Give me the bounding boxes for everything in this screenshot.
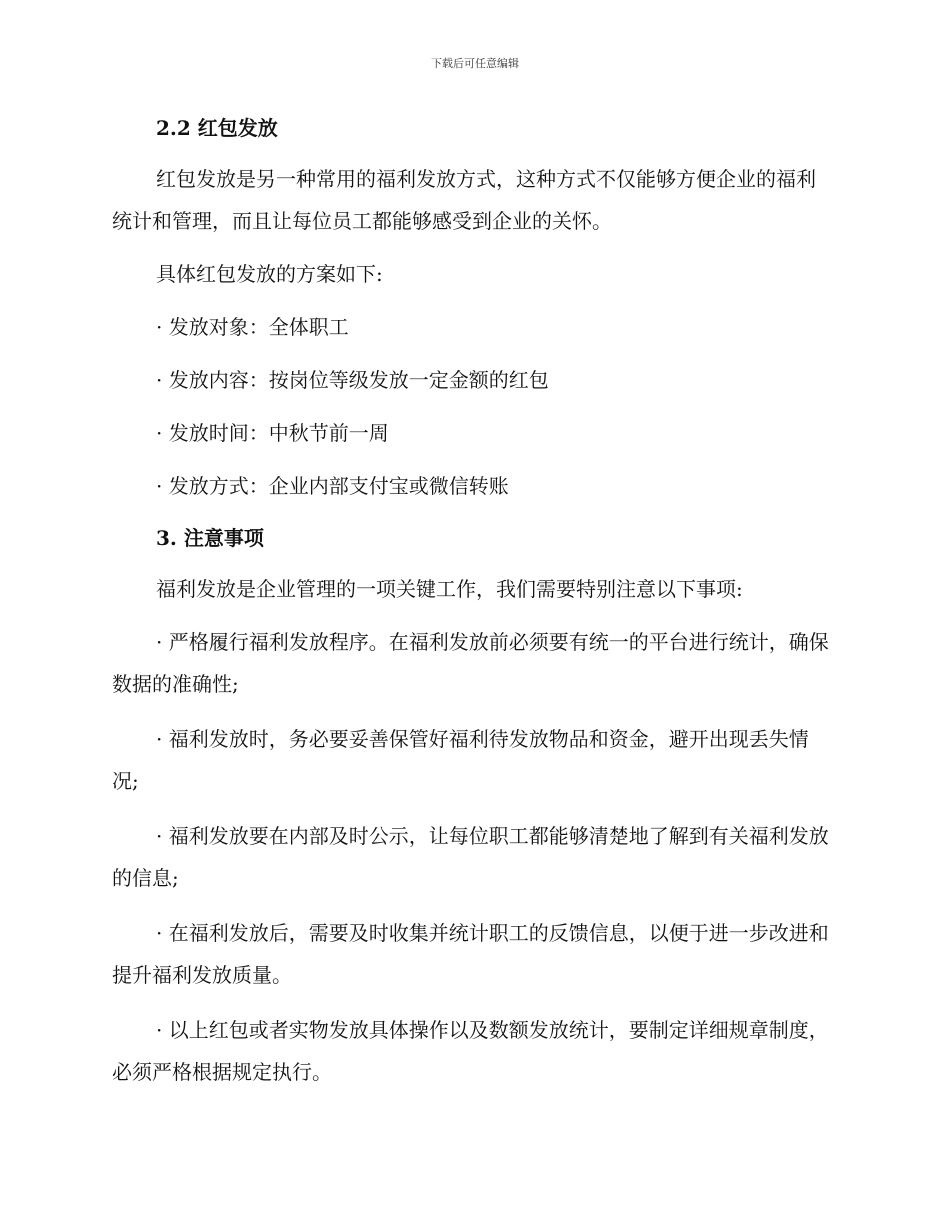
list-item-note-2: · 福利发放时，务必要妥善保管好福利待发放物品和资金，避开出现丢失情况; [112, 727, 809, 793]
list-item-time: · 发放时间：中秋节前一周 [156, 421, 389, 445]
list-item-note-4: · 在福利发放后，需要及时收集并统计职工的反馈信息，以便于进一步改进和提升福利发放质量。 [112, 921, 829, 987]
header-note: 下载后可任意编辑 [431, 57, 519, 70]
paragraph-red-envelope-intro: 红包发放是另一种常用的福利发放方式，这种方式不仅能够方便企业的福利统计和管理，而且让每位员工都能够感受到企业的关怀。 [112, 167, 816, 233]
list-item-note-3: · 福利发放要在内部及时公示，让每位职工都能够清楚地了解到有关福利发放的信息; [112, 824, 829, 890]
section-heading-red-envelope: 2.2 红包发放 [156, 116, 278, 140]
list-item-note-1: · 严格履行福利发放程序。在福利发放前必须要有统一的平台进行统计，确保数据的准确性; [112, 630, 829, 696]
document-body [112, 108, 832, 1106]
list-item-method: · 发放方式：企业内部支付宝或微信转账 [156, 474, 509, 498]
section-heading-notes: 3. 注意事项 [156, 526, 264, 550]
list-item-note-5: · 以上红包或者实物发放具体操作以及数额发放统计，要制定详细规章制度，必须严格根据规定执行。 [112, 1018, 829, 1084]
paragraph-plan-intro: 具体红包发放的方案如下: [156, 262, 383, 286]
paragraph-notes-intro: 福利发放是企业管理的一项关键工作，我们需要特别注意以下事项: [156, 577, 743, 601]
list-item-target: · 发放对象：全体职工 [156, 315, 349, 339]
list-item-content: · 发放内容：按岗位等级发放一定金额的红包 [156, 368, 549, 392]
